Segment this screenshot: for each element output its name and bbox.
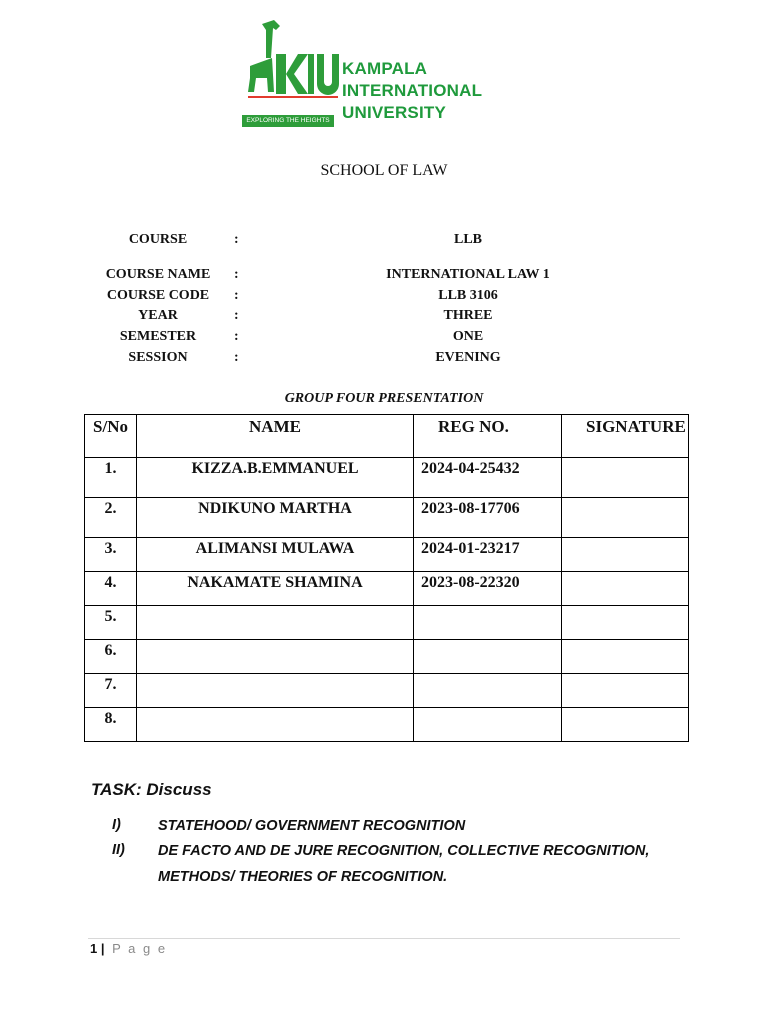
table-row [85, 498, 689, 538]
cell-name: NAKAMATE SHAMINA [137, 572, 414, 606]
info-value: LLB 3106 [438, 288, 498, 303]
cell-reg: 2024-01-23217 [414, 538, 562, 572]
table-row [85, 640, 689, 674]
info-row [0, 232, 768, 252]
info-colon: : [234, 350, 239, 365]
info-label: COURSE NAME [105, 267, 211, 282]
members-table [84, 414, 689, 742]
info-row [0, 350, 768, 370]
info-value: ONE [452, 329, 484, 344]
cell-signature [562, 606, 689, 640]
cell-sno: 7. [85, 674, 137, 708]
cell-signature [562, 708, 689, 742]
info-row [0, 329, 768, 349]
info-colon: : [234, 308, 239, 323]
info-label: COURSE CODE [106, 288, 210, 303]
cell-name: KIZZA.B.EMMANUEL [137, 458, 414, 498]
info-label: YEAR [138, 308, 178, 323]
info-row [0, 288, 768, 308]
table-row [85, 572, 689, 606]
university-logo [240, 18, 500, 130]
info-value: EVENING [435, 350, 501, 365]
cell-signature [562, 572, 689, 606]
cell-signature [562, 538, 689, 572]
header-sno: S/No [85, 415, 137, 458]
table-row [85, 458, 689, 498]
cell-signature [562, 674, 689, 708]
page-label: P a g e [112, 941, 168, 956]
table-row [85, 606, 689, 640]
task-item-number: II) [112, 842, 125, 858]
info-value: INTERNATIONAL LAW 1 [386, 267, 550, 282]
info-row [0, 308, 768, 328]
page-footer [90, 941, 167, 956]
university-name-line: KAMPALA [342, 59, 428, 78]
info-colon: : [234, 329, 239, 344]
cell-name [137, 708, 414, 742]
info-label: SESSION [128, 350, 188, 365]
table-row [85, 708, 689, 742]
table-header-row [85, 415, 689, 458]
cell-sno: 5. [85, 606, 137, 640]
giraffe-logo-icon [240, 18, 340, 118]
table-row [85, 674, 689, 708]
cell-name [137, 640, 414, 674]
task-item-text: STATEHOOD/ GOVERNMENT RECOGNITION [158, 818, 466, 834]
cell-sno: 3. [85, 538, 137, 572]
task-item-text: DE FACTO AND DE JURE RECOGNITION, COLLECTIVE RECOGNITION, METHODS/ THEORIES OF RECOGNITION. [158, 843, 650, 885]
cell-sno: 4. [85, 572, 137, 606]
university-name-line: INTERNATIONAL [342, 81, 483, 100]
logo-tagline: EXPLORING THE HEIGHTS [242, 115, 334, 127]
info-label: SEMESTER [119, 329, 197, 344]
task-title: TASK: Discuss [91, 780, 212, 799]
page-separator: | [100, 941, 105, 956]
cell-signature [562, 498, 689, 538]
university-name [342, 58, 482, 124]
table-row [85, 538, 689, 572]
cell-reg [414, 708, 562, 742]
cell-name: ALIMANSI MULAWA [137, 538, 414, 572]
cell-reg [414, 606, 562, 640]
cell-reg [414, 674, 562, 708]
info-label: COURSE [128, 232, 188, 247]
cell-sno: 8. [85, 708, 137, 742]
cell-sno: 1. [85, 458, 137, 498]
cell-signature [562, 458, 689, 498]
info-colon: : [234, 232, 239, 247]
school-title: SCHOOL OF LAW [320, 162, 448, 179]
cell-sno: 2. [85, 498, 137, 538]
page-number: 1 [90, 941, 98, 956]
cell-reg: 2024-04-25432 [414, 458, 562, 498]
university-name-line: UNIVERSITY [342, 103, 447, 122]
footer-divider [88, 938, 680, 939]
header-reg: REG NO. [414, 415, 562, 458]
info-value: LLB [453, 232, 482, 247]
cell-reg [414, 640, 562, 674]
info-value: THREE [443, 308, 493, 323]
info-colon: : [234, 267, 239, 282]
cell-signature [562, 640, 689, 674]
task-item-number: I) [112, 817, 121, 833]
info-row [0, 267, 768, 287]
header-name: NAME [137, 415, 414, 458]
header-signature: SIGNATURE [562, 415, 689, 458]
cell-name: NDIKUNO MARTHA [137, 498, 414, 538]
cell-reg: 2023-08-22320 [414, 572, 562, 606]
info-colon: : [234, 288, 239, 303]
group-title: GROUP FOUR PRESENTATION [284, 391, 484, 406]
cell-name [137, 674, 414, 708]
cell-sno: 6. [85, 640, 137, 674]
cell-reg: 2023-08-17706 [414, 498, 562, 538]
cell-name [137, 606, 414, 640]
